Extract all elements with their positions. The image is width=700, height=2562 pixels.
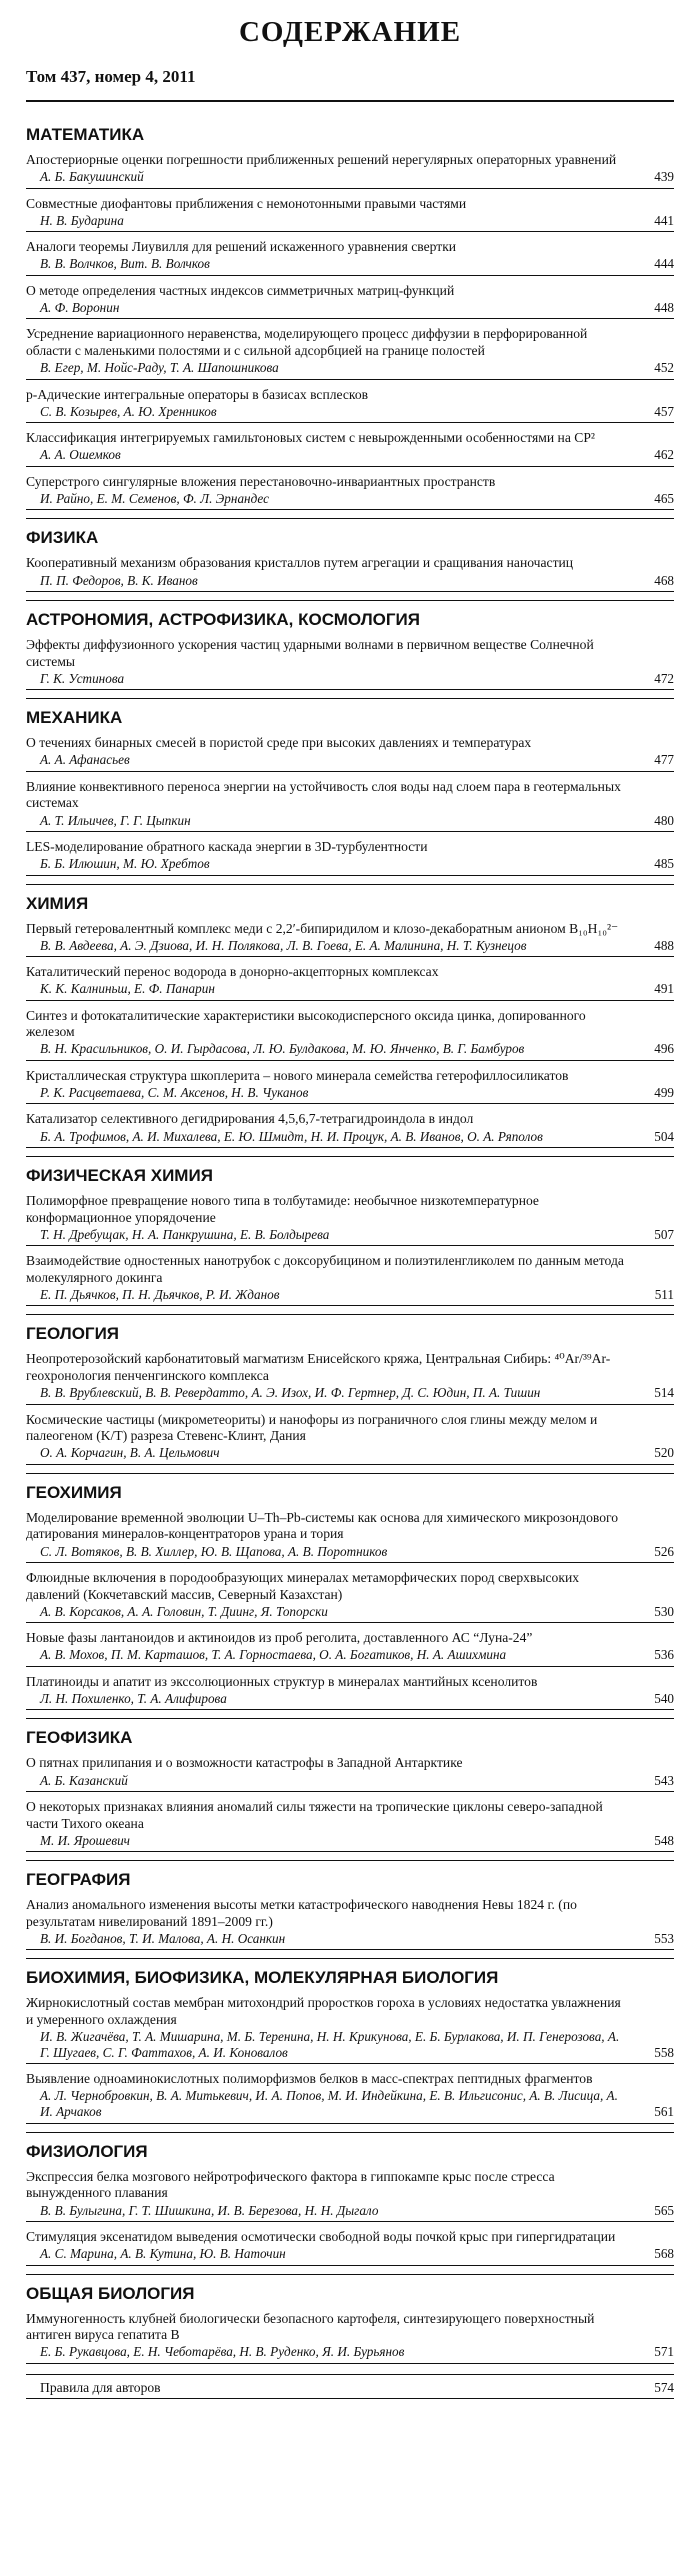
article-authors: Р. К. Расцветаева, С. М. Аксенов, Н. В. Чуканов: [40, 1085, 309, 1101]
toc-entry[interactable]: [26, 152, 674, 189]
toc-entry[interactable]: [26, 474, 674, 511]
article-authors: А. В. Корсаков, А. А. Головин, Т. Диинг, Я. Топорски: [40, 1603, 328, 1619]
authors-row: [26, 1226, 674, 1246]
authors-row: [26, 403, 674, 423]
toc-entry[interactable]: [26, 555, 674, 592]
toc-section: [26, 1156, 674, 1306]
toc-section: [26, 600, 674, 690]
toc-entry[interactable]: [26, 735, 674, 772]
toc-entry[interactable]: [26, 964, 674, 1001]
toc-entry[interactable]: [26, 196, 674, 233]
page-number: 452: [654, 360, 674, 376]
article-title: Синтез и фотокаталитические характеристики высокодисперсного оксида цинка, допированного железом: [26, 1007, 586, 1040]
section-title: ФИЗИКА: [26, 528, 99, 548]
authors-row: [26, 572, 674, 592]
authors-row: [26, 360, 674, 380]
authors-rules-label: Правила для авторов: [40, 2379, 161, 2395]
toc-entry[interactable]: [26, 2169, 674, 2222]
section-title: МЕХАНИКА: [26, 708, 123, 728]
page-number: 514: [654, 1385, 674, 1401]
article-authors: Б. А. Трофимов, А. И. Михалева, Е. Ю. Шмидт, Н. И. Процук, А. В. Иванов, О. А. Ряполов: [40, 1128, 543, 1144]
authors-row: [26, 2246, 674, 2266]
article-authors: Н. В. Бударина: [40, 212, 124, 228]
authors-row: [26, 1128, 674, 1148]
authors-row: [26, 256, 674, 276]
article-authors: В. В. Врублевский, В. В. Ревердатто, А. Э. Изох, И. Ф. Гертнер, Д. С. Юдин, П. А. Тишин: [40, 1385, 541, 1401]
article-title: Кристаллическая структура шкоплерита – нового минерала семейства гетерофиллосиликатов: [26, 1067, 569, 1083]
page-number: 561: [654, 2104, 674, 2120]
authors-row: [26, 1603, 674, 1623]
section-title: ГЕОХИМИЯ: [26, 1482, 122, 1502]
authors-rules-row[interactable]: [26, 2374, 674, 2399]
page-number: 462: [654, 447, 674, 463]
authors-row: [26, 447, 674, 467]
article-authors: А. Б. Казанский: [40, 1772, 128, 1788]
article-authors: С. Л. Вотяков, В. В. Хиллер, Ю. В. Щапова, А. В. Поротников: [40, 1543, 388, 1559]
page-number: 526: [654, 1543, 674, 1559]
authors-row: [26, 937, 674, 957]
article-authors: В. Егер, М. Нойс-Раду, Т. А. Шапошникова: [40, 360, 279, 376]
article-authors: Л. Н. Похиленко, Т. А. Алифирова: [40, 1690, 227, 1706]
authors-row: [26, 212, 674, 232]
section-title: ФИЗИОЛОГИЯ: [26, 2141, 148, 2161]
toc-entry[interactable]: [26, 1897, 674, 1950]
toc-entry[interactable]: [26, 2071, 674, 2123]
toc-entry[interactable]: [26, 1570, 674, 1623]
section-title: МАТЕМАТИКА: [26, 125, 145, 144]
toc-entry[interactable]: [26, 2311, 674, 2364]
article-title: Выявление одноаминокислотных полиморфизмов белков в масс-спектрах пептидных фрагментов: [26, 2071, 593, 2087]
toc-entry[interactable]: [26, 239, 674, 276]
page-number: 548: [654, 1832, 674, 1848]
page-number: 465: [654, 490, 674, 506]
article-authors: А. Б. Бакушинский: [40, 169, 144, 185]
page-number: 507: [654, 1226, 674, 1242]
toc-entry[interactable]: [26, 1351, 674, 1404]
article-authors: И. В. Жигачёва, Т. А. Мишарина, М. Б. Теренина, Н. Н. Крикунова, Е. Б. Бурлакова, И. П. Генерозова, А. Г. Шугаев, С. Г. Фаттахов, А. И. Коновалов: [40, 2028, 620, 2060]
section-title: ФИЗИЧЕСКАЯ ХИМИЯ: [26, 1166, 213, 1186]
toc-entry[interactable]: [26, 283, 674, 320]
toc-section: [26, 2132, 674, 2266]
article-title: Влияние конвективного переноса энергии на устойчивость слоя воды над слоем пара в геотермальных системах: [26, 778, 621, 811]
article-authors: В. И. Богданов, Т. И. Малова, А. Н. Осанкин: [40, 1930, 286, 1946]
toc-entry[interactable]: [26, 1755, 674, 1792]
toc-entry[interactable]: [26, 839, 674, 876]
article-authors: А. В. Мохов, П. М. Карташов, Т. А. Горностаева, О. А. Богатиков, Н. А. Ашихмина: [40, 1647, 507, 1663]
authors-row: [26, 1543, 674, 1563]
article-authors: А. С. Марина, А. В. Кутина, Ю. В. Наточин: [40, 2246, 286, 2262]
toc-entry[interactable]: [26, 1674, 674, 1711]
article-authors: С. В. Козырев, А. Ю. Хренников: [40, 403, 217, 419]
toc-entry[interactable]: [26, 1630, 674, 1667]
article-title: О методе определения частных индексов симметричных матриц-функций: [26, 282, 455, 298]
article-authors: В. В. Авдеева, А. Э. Дзиова, И. Н. Полякова, Л. В. Гоева, Е. А. Малинина, Н. Т. Кузнецов: [40, 937, 527, 953]
authors-row: [26, 299, 674, 319]
authors-row: [26, 1647, 674, 1667]
article-title: Первый гетеровалентный комплекс меди с 2,2′-бипиридилом и клозо-декаборатным анионом B₁₀H₁₀²⁻: [26, 920, 619, 936]
toc-section: [26, 698, 674, 875]
authors-row: [26, 1772, 674, 1792]
page-number: 568: [654, 2246, 674, 2262]
toc-section: [26, 1860, 674, 1950]
section-title: БИОХИМИЯ, БИОФИЗИКА, МОЛЕКУЛЯРНАЯ БИОЛОГИЯ: [26, 1968, 499, 1988]
page-number: 530: [654, 1603, 674, 1619]
article-authors: Т. Н. Дребущак, Н. А. Панкрушина, Е. В. Болдырева: [40, 1226, 330, 1242]
article-authors: М. И. Ярошевич: [40, 1832, 130, 1848]
page-number: 553: [654, 1930, 674, 1946]
article-authors: А. Ф. Воронин: [40, 299, 120, 315]
article-title: О течениях бинарных смесей в пористой среде при высоких давлениях и температурах: [26, 735, 532, 751]
toc-section: [26, 518, 674, 592]
page-number: 477: [654, 752, 674, 768]
page-number: 439: [654, 169, 674, 185]
article-authors: А. А. Ошемков: [40, 447, 121, 463]
article-authors: Е. П. Дьячков, П. Н. Дьячков, Р. И. Жданов: [40, 1287, 280, 1303]
toc-section: [26, 884, 674, 1149]
toc-entry[interactable]: [26, 1253, 674, 1306]
article-authors: В. Н. Красильников, О. И. Гырдасова, Л. Ю. Булдакова, М. Ю. Янченко, В. Г. Бамбуров: [40, 1041, 525, 1057]
toc-section: [26, 116, 674, 510]
authors-row: [26, 981, 674, 1001]
authors-row: [26, 856, 674, 876]
authors-row: [26, 2029, 674, 2065]
toc-entry[interactable]: [26, 637, 674, 690]
article-title: Усреднение вариационного неравенства, моделирующего процесс диффузии в перфорированной области с маленькими полостями и с сильной адсорбцией на границе полостей: [26, 326, 588, 358]
page-number: 511: [654, 1287, 674, 1303]
article-title: Платиноиды и апатит из экссолюционных структур в минералах мантийных ксенолитов: [26, 1673, 538, 1689]
toc-entry[interactable]: [26, 1111, 674, 1148]
authors-row: [26, 169, 674, 189]
section-title: ГЕОГРАФИЯ: [26, 1870, 131, 1890]
page-number: 504: [654, 1128, 674, 1144]
article-title: Космические частицы (микрометеориты) и нанофоры из пограничного слоя глины между мелом и палеогеном (K/T) разреза Стевенс-Клинт, Дания: [26, 1411, 598, 1444]
article-authors: Г. К. Устинова: [40, 670, 125, 686]
page-number: 468: [654, 572, 674, 588]
authors-row: [26, 2202, 674, 2222]
page-number: 543: [654, 1772, 674, 1788]
toc-entry[interactable]: [26, 921, 674, 958]
article-title: Жирнокислотный состав мембран митохондрий проростков гороха в условиях недостатка увлажнения и умеренного охлаждения: [26, 1995, 621, 2027]
article-authors: А. Л. Чернобровкин, В. А. Митькевич, И. А. Попов, М. И. Индейкина, Е. В. Ильгисонис, А. В. Лисица, А. И. Арчаков: [40, 2087, 618, 2120]
authors-row: [26, 1445, 674, 1465]
article-title: Анализ аномального изменения высоты метки катастрофического наводнения Невы 1824 г. (по результатам нивелирований 1891–2009 гг.): [26, 1897, 577, 1929]
toc-section: [26, 2274, 674, 2364]
article-authors: И. Райно, Е. М. Семенов, Ф. Л. Эрнандес: [40, 490, 269, 506]
page-number: 496: [654, 1041, 674, 1057]
authors-row: [26, 2088, 674, 2124]
page-number: 444: [654, 256, 674, 272]
toc-entry[interactable]: [26, 326, 674, 379]
article-authors: А. А. Афанасьев: [40, 752, 130, 768]
page-number: 499: [654, 1085, 674, 1101]
authors-row: [26, 812, 674, 832]
article-title: Аналоги теоремы Лиувилля для решений искаженного уравнения свертки: [26, 239, 457, 255]
article-authors: О. А. Корчагин, В. А. Цельмович: [40, 1445, 220, 1461]
article-title: Неопротерозойский карбонатитовый магматизм Енисейского кряжа, Центральная Сибирь: ⁴⁰Ar/³⁹Ar-геохронология пенченгинского комплекса: [26, 1351, 611, 1384]
article-title: Эффекты диффузионного ускорения частиц ударными волнами в первичном веществе Солнечной системы: [26, 636, 594, 669]
page-number: 480: [654, 812, 674, 828]
article-title: LES-моделирование обратного каскада энергии в 3D-турбулентности: [26, 838, 428, 854]
toc-entry[interactable]: [26, 1799, 674, 1852]
article-title: Кооперативный механизм образования кристаллов путем агрегации и сращивания наночастиц: [26, 555, 574, 571]
section-title: ГЕОЛОГИЯ: [26, 1324, 120, 1344]
page-number: 536: [654, 1647, 674, 1663]
page-number: 457: [654, 403, 674, 419]
toc-entry[interactable]: [26, 2229, 674, 2266]
authors-row: [26, 1832, 674, 1852]
article-title: Каталитический перенос водорода в донорно-акцепторных комплексах: [26, 964, 439, 980]
toc-entry[interactable]: [26, 1412, 674, 1465]
authors-rules-page: 574: [654, 2379, 674, 2395]
page-number: 491: [654, 981, 674, 997]
article-title: О пятнах прилипания и о возможности катастрофы в Западной Антарктике: [26, 1755, 463, 1771]
page-number: 472: [654, 670, 674, 686]
article-title: Стимуляция эксенатидом выведения осмотически свободной воды почкой крыс при гипергидратации: [26, 2228, 616, 2244]
toc-section: [26, 1958, 674, 2123]
article-title: Экспрессия белка мозгового нейротрофического фактора в гиппокампе крыс после стресса вынужденного плавания: [26, 2168, 555, 2201]
article-title: Флюидные включения в породообразующих минералах метаморфических пород сверхвысоких давлений (Кокчетавский массив, Северный Казахстан): [26, 1570, 580, 1602]
article-authors: В. В. Волчков, Вит. В. Волчков: [40, 256, 210, 272]
article-title: Моделирование временной эволюции U–Th–Pb-системы как основа для химического микрозондового датирования минералов-концентраторов урана и тория: [26, 1509, 619, 1542]
toc-entry[interactable]: [26, 430, 674, 467]
toc-section: [26, 1473, 674, 1711]
article-title: Иммуногенность клубней биологически безопасного картофеля, синтезирующего поверхностный антиген вируса гепатита В: [26, 2310, 595, 2343]
toc-section: [26, 1718, 674, 1852]
article-authors: Б. Б. Илюшин, М. Ю. Хребтов: [40, 856, 210, 872]
page-title: СОДЕРЖАНИЕ: [238, 16, 462, 48]
article-title: Апостериорные оценки погрешности приближенных решений нерегулярных операторных уравнений: [26, 152, 617, 167]
authors-row: [26, 670, 674, 690]
article-title: Суперстрого сингулярные вложения перестановочно-инвариантных пространств: [26, 473, 496, 489]
page-number: 565: [654, 2202, 674, 2218]
table-of-contents: [26, 116, 674, 2364]
toc-entry[interactable]: [26, 1193, 674, 1246]
toc-entry[interactable]: [26, 1008, 674, 1061]
page-number: 441: [654, 212, 674, 228]
page-number: 448: [654, 299, 674, 315]
page-number: 520: [654, 1445, 674, 1461]
article-title: Новые фазы лантаноидов и актиноидов из проб реголита, доставленного АС “Луна-24”: [26, 1630, 533, 1646]
section-title: ОБЩАЯ БИОЛОГИЯ: [26, 2283, 195, 2303]
authors-row: [26, 1041, 674, 1061]
article-title: Классификация интегрируемых гамильтоновых систем с невырожденными особенностями на CP²: [26, 430, 595, 446]
page-number: 485: [654, 856, 674, 872]
volume-info: Том 437, номер 4, 2011: [26, 66, 674, 102]
article-title: Полиморфное превращение нового типа в толбутамиде: необычное низкотемпературное конформационное упорядочение: [26, 1193, 539, 1225]
article-title: Совместные диофантовы приближения с немонотонными правыми частями: [26, 195, 467, 211]
section-title: ХИМИЯ: [26, 893, 89, 913]
toc-entry[interactable]: [26, 387, 674, 424]
authors-row: [26, 490, 674, 510]
toc-entry[interactable]: [26, 779, 674, 832]
article-title: Взаимодействие одностенных нанотрубок с доксорубицином и полиэтиленгликолем по данным метода молекулярного докинга: [26, 1253, 624, 1285]
toc-entry[interactable]: [26, 1510, 674, 1563]
page-number: 488: [654, 937, 674, 953]
article-title: Катализатор селективного дегидрирования 4,5,6,7-тетрагидроиндола в индол: [26, 1111, 474, 1127]
toc-entry[interactable]: [26, 1995, 674, 2064]
authors-row: [26, 1385, 674, 1405]
authors-row: [26, 752, 674, 772]
section-title: АСТРОНОМИЯ, АСТРОФИЗИКА, КОСМОЛОГИЯ: [26, 609, 420, 629]
toc-entry[interactable]: [26, 1068, 674, 1105]
article-title: p-Адические интегральные операторы в базисах всплесков: [26, 386, 369, 402]
toc-section: [26, 1314, 674, 1464]
authors-row: [26, 1690, 674, 1710]
page-number: 571: [654, 2344, 674, 2360]
article-authors: В. В. Булыгина, Г. Т. Шишкина, И. В. Березова, Н. Н. Дыгало: [40, 2202, 379, 2218]
article-authors: Е. Б. Рукавцова, Е. Н. Чеботарёва, Н. В. Руденко, Я. И. Бурьянов: [40, 2344, 405, 2360]
article-title: О некоторых признаках влияния аномалий силы тяжести на тропические циклоны северо-западной части Тихого океана: [26, 1798, 603, 1831]
article-authors: А. Т. Ильичев, Г. Г. Цыпкин: [40, 812, 191, 828]
article-authors: К. К. Калниньш, Е. Ф. Панарин: [40, 981, 215, 997]
authors-row: [26, 1286, 674, 1306]
page-number: 558: [654, 2044, 674, 2060]
authors-row: [26, 1084, 674, 1104]
page-number: 540: [654, 1690, 674, 1706]
authors-row: [26, 2344, 674, 2364]
section-title: ГЕОФИЗИКА: [26, 1728, 133, 1748]
authors-row: [26, 1930, 674, 1950]
article-authors: П. П. Федоров, В. К. Иванов: [40, 572, 198, 588]
